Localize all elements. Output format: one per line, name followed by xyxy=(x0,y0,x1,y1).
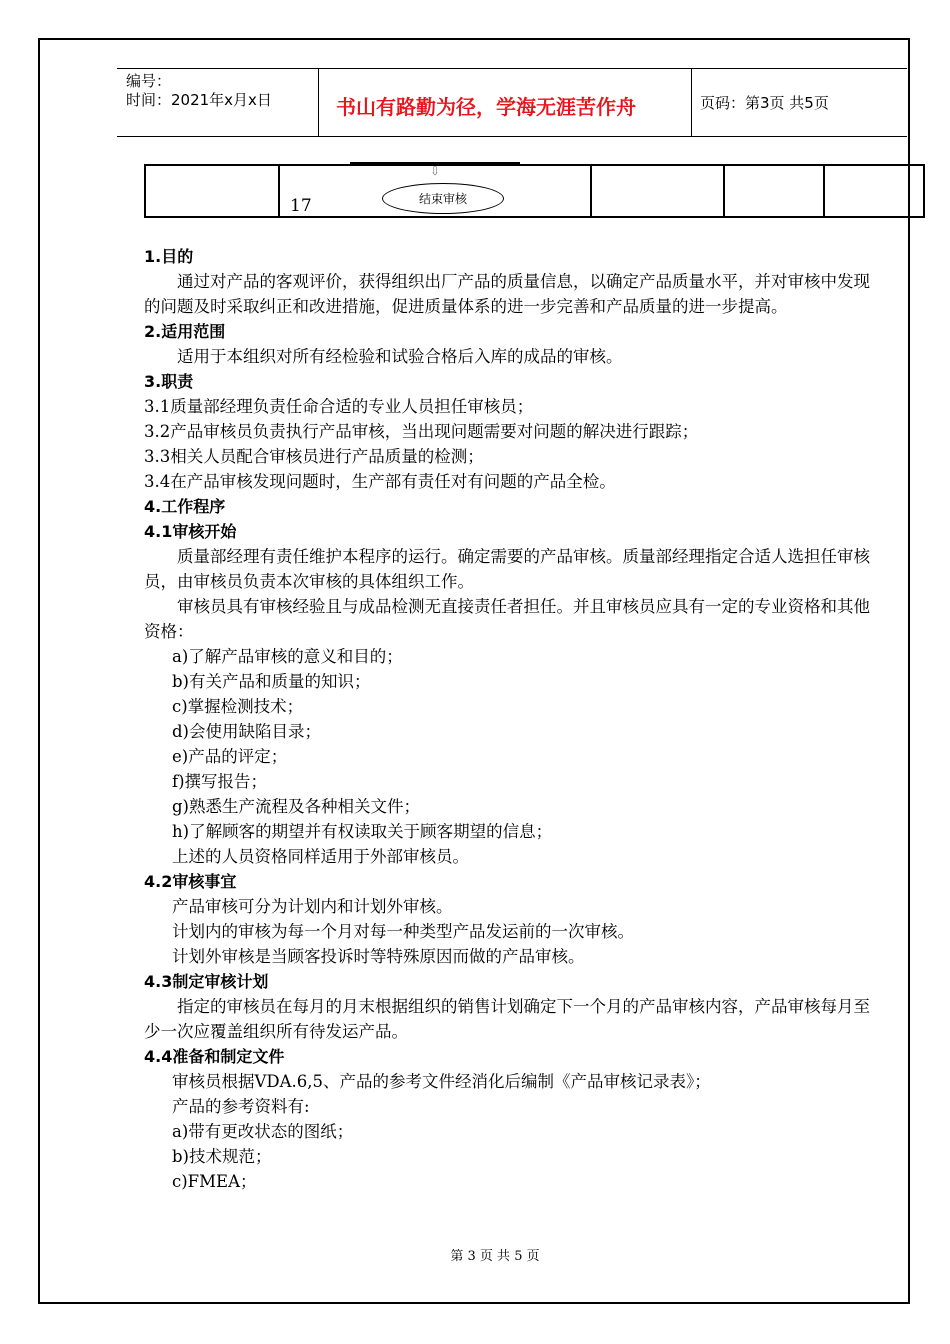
subsection-title: 4.3制定审核计划 xyxy=(144,972,269,991)
list-item: b)技术规范； xyxy=(172,1147,272,1166)
list-item: h)了解顾客的期望并有权读取关于顾客期望的信息； xyxy=(172,822,553,841)
list-item: 3.1质量部经理负责任命合适的专业人员担任审核员； xyxy=(144,397,534,416)
end-audit-node: 结束审核 xyxy=(382,183,504,214)
paragraph: 审核员具有审核经验且与成品检测无直接责任者担任。并且审核员应具有一定的专业资格和其他资格： xyxy=(144,597,870,641)
page-number-label: 页码：第3页 共5页 xyxy=(700,94,829,112)
section-title: 3.职责 xyxy=(144,372,194,391)
paragraph: 计划内的审核为每一个月对每一种类型产品发运前的一次审核。 xyxy=(172,922,634,941)
paragraph: 产品审核可分为计划内和计划外审核。 xyxy=(172,897,453,916)
paragraph: 指定的审核员在每月的月末根据组织的销售计划确定下一个月的产品审核内容，产品审核每月至少一次应覆盖组织所有待发运产品。 xyxy=(144,997,870,1041)
paragraph: 通过对产品的客观评价，获得组织出厂产品的质量信息，以确定产品质量水平，并对审核中发现的问题及时采取纠正和改进措施，促进质量体系的进一步完善和产品质量的进一步提高。 xyxy=(144,272,870,316)
list-item: a)带有更改状态的图纸； xyxy=(172,1122,354,1141)
list-item: d)会使用缺陷目录； xyxy=(172,722,321,741)
list-item: 3.4在产品审核发现问题时，生产部有责任对有问题的产品全检。 xyxy=(144,472,616,491)
paragraph: 上述的人员资格同样适用于外部审核员。 xyxy=(172,847,469,866)
page-footer: 第 3 页 共 5 页 xyxy=(450,1249,540,1264)
paragraph: 适用于本组织对所有经检验和试验合格后入库的成品的审核。 xyxy=(177,347,623,366)
section-title: 2.适用范围 xyxy=(144,322,226,341)
header-divider xyxy=(691,68,692,136)
list-item: c)掌握检测技术； xyxy=(172,697,304,716)
list-item: b)有关产品和质量的知识； xyxy=(172,672,371,691)
subsection-title: 4.4准备和制定文件 xyxy=(144,1047,285,1066)
list-item: a)了解产品审核的意义和目的； xyxy=(172,647,403,666)
section-title: 1.目的 xyxy=(144,247,194,266)
list-item: 3.2产品审核员负责执行产品审核，当出现问题需要对问题的解决进行跟踪； xyxy=(144,422,699,441)
flow-cell xyxy=(145,165,279,217)
doc-time-label: 时间：2021年x月x日 xyxy=(126,91,272,109)
paragraph: 质量部经理有责任维护本程序的运行。确定需要的产品审核。质量部经理指定合适人选担任审核员，由审核员负责本次审核的具体组织工作。 xyxy=(144,547,870,591)
list-item: e)产品的评定； xyxy=(172,747,288,766)
paragraph: 计划外审核是当顾客投诉时等特殊原因而做的产品审核。 xyxy=(172,947,585,966)
section-title: 4.工作程序 xyxy=(144,497,226,516)
flowchart-table xyxy=(144,164,925,218)
header-top-line xyxy=(117,68,907,69)
step-number: 17 xyxy=(290,196,312,216)
header-divider xyxy=(318,68,319,136)
subsection-title: 4.1审核开始 xyxy=(144,522,237,541)
doc-number-label: 编号： xyxy=(126,72,172,90)
list-item: g)熟悉生产流程及各种相关文件； xyxy=(172,797,420,816)
header-motto: 书山有路勤为径，学海无涯苦作舟 xyxy=(336,95,636,119)
list-item: 3.3相关人员配合审核员进行产品质量的检测； xyxy=(144,447,484,466)
header-bottom-line xyxy=(117,136,907,137)
flow-cell xyxy=(724,165,824,217)
list-item: c)FMEA； xyxy=(172,1172,257,1191)
flow-cell xyxy=(591,165,724,217)
subsection-title: 4.2审核事宜 xyxy=(144,872,237,891)
down-arrow-icon: ⇩ xyxy=(430,164,441,178)
paragraph: 产品的参考资料有: xyxy=(172,1097,310,1116)
flow-cell xyxy=(824,165,924,217)
document-body xyxy=(144,244,880,1194)
list-item: f)撰写报告； xyxy=(172,772,268,791)
paragraph: 审核员根据VDA.6,5、产品的参考文件经消化后编制《产品审核记录表》； xyxy=(172,1072,711,1091)
